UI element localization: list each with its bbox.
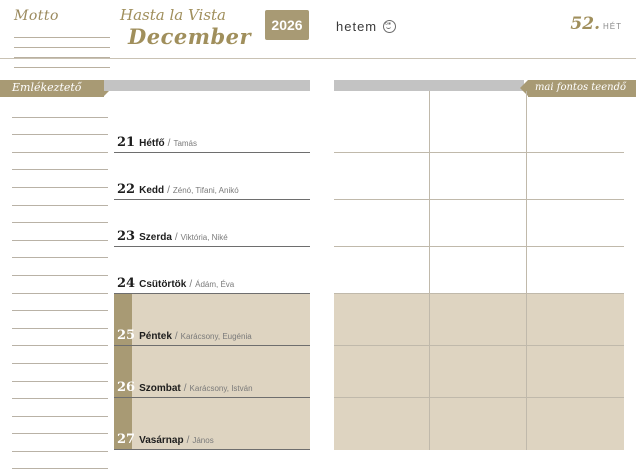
day-separator: /	[167, 138, 171, 149]
reminder-line[interactable]	[12, 294, 108, 312]
reminder-line[interactable]	[12, 223, 108, 241]
day-name: Szerda	[139, 232, 172, 243]
grid-cell[interactable]	[334, 398, 430, 450]
name-day: János	[192, 436, 214, 445]
day-separator: /	[174, 331, 178, 342]
name-day: Ádám, Éva	[195, 280, 235, 289]
grid-cell[interactable]	[527, 200, 624, 247]
name-day: Zénó, Tifani, Anikó	[172, 186, 239, 195]
reminder-line[interactable]	[12, 188, 108, 206]
motto-line[interactable]	[14, 48, 110, 58]
day-label-sunday	[117, 430, 214, 448]
day-name: Hétfő	[139, 138, 165, 149]
grid-cell[interactable]	[430, 294, 527, 346]
week-number-suffix: HÉT	[603, 22, 622, 31]
day-label-friday	[117, 326, 252, 344]
grid-cell[interactable]	[430, 91, 527, 153]
reminder-line[interactable]	[12, 135, 108, 153]
grid-cell[interactable]	[527, 398, 624, 450]
grey-bar-left	[104, 80, 310, 91]
grid-cell[interactable]	[430, 153, 527, 200]
grid-cell[interactable]	[334, 200, 430, 247]
reminder-line[interactable]	[12, 276, 108, 294]
grid-cell[interactable]	[334, 153, 430, 200]
day-row-friday[interactable]	[114, 294, 310, 346]
name-day: Viktória, Niké	[180, 233, 228, 242]
reminder-line[interactable]	[12, 311, 108, 329]
motto-label: Motto	[14, 8, 59, 24]
month-title: December	[128, 24, 252, 49]
reminder-line[interactable]	[12, 258, 108, 276]
week-of-me-label	[336, 18, 396, 34]
name-day: Tamás	[173, 139, 197, 148]
name-day: Karácsony, István	[189, 384, 253, 393]
reminder-line[interactable]	[12, 364, 108, 382]
day-number: 24	[117, 276, 136, 291]
reminder-line[interactable]	[12, 417, 108, 435]
motto-line[interactable]	[14, 58, 110, 68]
day-separator: /	[183, 383, 187, 394]
todo-grid	[334, 91, 624, 450]
reminder-line[interactable]	[12, 241, 108, 259]
grid-cell[interactable]	[334, 294, 430, 346]
reminder-line[interactable]	[12, 170, 108, 188]
day-label-tuesday	[117, 180, 239, 198]
day-label-wednesday	[117, 227, 228, 245]
day-row-wednesday[interactable]	[114, 200, 310, 247]
day-separator: /	[174, 232, 178, 243]
grid-cell[interactable]	[527, 247, 624, 294]
week-of-me-text: hetem	[336, 19, 378, 34]
reminder-ribbon	[0, 80, 104, 97]
smiley-icon	[383, 20, 396, 33]
day-row-tuesday[interactable]	[114, 153, 310, 200]
day-label-thursday	[117, 274, 234, 292]
grid-cell[interactable]	[430, 398, 527, 450]
day-row-saturday[interactable]	[114, 346, 310, 398]
day-separator: /	[186, 435, 190, 446]
day-number: 21	[117, 135, 136, 150]
reminder-ribbon-label: Emlékeztető	[12, 81, 82, 94]
motto-write-lines[interactable]	[14, 28, 110, 68]
day-number: 26	[117, 380, 136, 395]
week-number: 52.	[570, 14, 600, 34]
reminder-line[interactable]	[12, 399, 108, 417]
todo-ribbon-label: mai fontos teendő	[534, 82, 626, 93]
reminder-line[interactable]	[12, 118, 108, 136]
grid-cell[interactable]	[527, 153, 624, 200]
grid-cell[interactable]	[527, 91, 624, 153]
day-separator: /	[189, 279, 193, 290]
week-number-block	[570, 14, 622, 34]
day-name: Csütörtök	[139, 279, 187, 290]
motto-line[interactable]	[14, 28, 110, 38]
day-separator: /	[167, 185, 170, 196]
reminder-line[interactable]	[12, 452, 108, 469]
grid-cell[interactable]	[430, 346, 527, 398]
day-label-monday	[117, 133, 197, 151]
year-badge: 2026	[265, 10, 309, 40]
reminder-line[interactable]	[12, 153, 108, 171]
reminder-line[interactable]	[12, 329, 108, 347]
grid-cell[interactable]	[527, 294, 624, 346]
day-number: 22	[117, 182, 136, 197]
grey-bar-right	[334, 80, 524, 91]
motto-line[interactable]	[14, 38, 110, 48]
reminder-lines[interactable]	[12, 100, 108, 469]
grid-cell[interactable]	[334, 346, 430, 398]
motto-block	[14, 8, 110, 68]
grid-cell[interactable]	[430, 247, 527, 294]
day-row-monday[interactable]	[114, 91, 310, 153]
reminder-line[interactable]	[12, 100, 108, 118]
reminder-line[interactable]	[12, 346, 108, 364]
day-name: Vasárnap	[139, 435, 184, 446]
day-name: Péntek	[139, 331, 172, 342]
grid-cell[interactable]	[334, 247, 430, 294]
day-name: Szombat	[139, 383, 181, 394]
reminder-line[interactable]	[12, 434, 108, 452]
name-day: Karácsony, Eugénia	[180, 332, 252, 341]
grid-cell[interactable]	[527, 346, 624, 398]
reminder-line[interactable]	[12, 206, 108, 224]
day-number: 25	[117, 328, 136, 343]
day-number: 23	[117, 229, 136, 244]
day-number: 27	[117, 432, 136, 447]
brand-title: Hasta la Vista	[120, 6, 227, 24]
grid-cell[interactable]	[334, 91, 430, 153]
day-label-saturday	[117, 378, 253, 396]
header-divider	[0, 58, 636, 59]
day-name: Kedd	[139, 185, 165, 196]
day-column	[114, 91, 310, 450]
reminder-line[interactable]	[12, 382, 108, 400]
day-row-sunday[interactable]	[114, 398, 310, 450]
grid-cell[interactable]	[430, 200, 527, 247]
day-row-thursday[interactable]	[114, 247, 310, 294]
